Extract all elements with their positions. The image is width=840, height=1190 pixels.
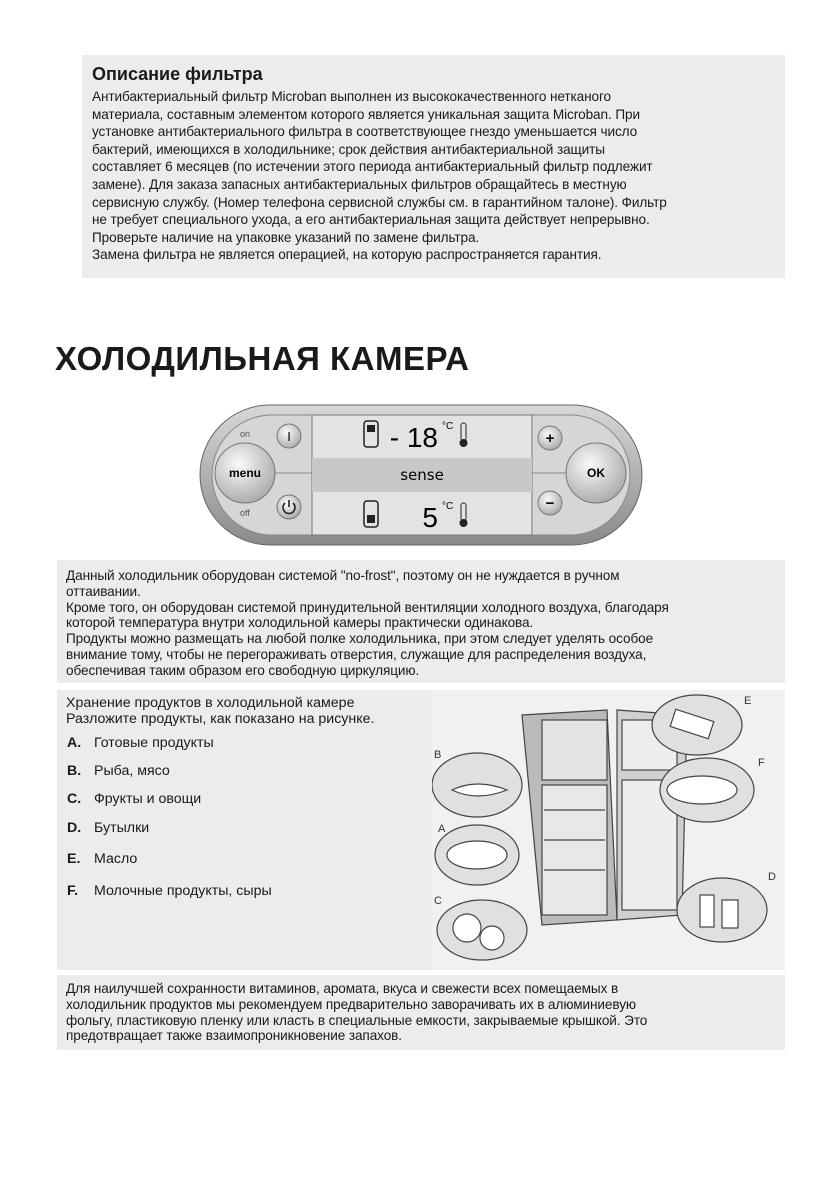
tip-text [66, 981, 785, 1044]
figure-label-f: F [758, 757, 765, 769]
list-item [67, 883, 272, 899]
menu-button[interactable] [215, 443, 275, 503]
text-line: составляет 6 месяцев (по истечении этого периода антибактериальный фильтр подлежит [92, 159, 653, 175]
text-line: материала, составным элементом которого является уникальная защита Microban. При [92, 106, 640, 122]
text-line: Данный холодильник оборудован системой "no-frost", поэтому он не нуждается в ручном [66, 568, 620, 583]
text-line: холодильник продуктов мы рекомендуем предварительно заворачивать их в алюминиевую [66, 996, 636, 1012]
text-line: Продукты можно размещать на любой полке холодильника, при этом следует уделять особое [66, 631, 654, 647]
text-line: обеспечивая таким образом его свободную циркуляцию. [66, 662, 420, 678]
fridge-storage-illustration [432, 690, 785, 970]
storage-tip-box [57, 975, 785, 1050]
text-line: сервисную службу. (Номер телефона сервисной службы см. в гарантийном талоне). Фильтр [92, 194, 667, 210]
figure-label-e: E [744, 695, 752, 707]
plus-button[interactable] [538, 426, 562, 450]
item-letter: C. [67, 791, 82, 807]
list-item [67, 851, 137, 867]
item-letter: E. [67, 851, 81, 867]
text-line: Замена фильтра не является операцией, на которую распространяется гарантия. [92, 247, 602, 263]
text-line: предотвращает также взаимопроникновение запахов. [66, 1028, 402, 1044]
filter-description-box [82, 55, 785, 278]
text-line: не требует специального ухода, а его антибактериальная защита действует непрерывно. [92, 212, 650, 228]
item-text: Масло [94, 851, 138, 867]
item-text: Молочные продукты, сыры [94, 883, 272, 899]
text-line: установке антибактериального фильтра в соответствующее гнездо уменьшается число [92, 124, 638, 140]
item-text: Фрукты и овощи [94, 791, 202, 807]
storage-box [57, 690, 785, 970]
item-letter: D. [67, 820, 82, 836]
fridge-temperature: 5 [422, 502, 438, 533]
item-letter: F. [67, 883, 79, 899]
on-label: on [240, 429, 251, 439]
minus-button[interactable] [538, 491, 562, 515]
figure-label-a: A [438, 823, 446, 835]
list-item [67, 791, 201, 807]
item-text: Бутылки [94, 820, 150, 836]
text-line: оттаивании. [66, 583, 141, 599]
list-item [67, 763, 170, 779]
text-line: Для наилучшей сохранности витаминов, аромата, вкуса и свежести всех помещаемых в [66, 981, 619, 996]
freezer-unit: °C [442, 421, 454, 432]
item-text: Рыба, мясо [94, 763, 170, 779]
storage-intro-line: Разложите продукты, как показано на рисунке. [66, 711, 375, 727]
text-line: бактерий, имеющихся в холодильнике; срок действия антибактериальной защиты [92, 141, 605, 157]
nofrost-box [57, 560, 785, 683]
storage-intro-line: Хранение продуктов в холодильной камере [66, 695, 355, 711]
brand-logo: sense [400, 466, 444, 484]
ok-label: OK [587, 466, 605, 480]
off-label: off [240, 508, 250, 518]
list-item [67, 820, 149, 836]
item-letter: A. [67, 735, 82, 751]
fridge-unit: °C [442, 501, 454, 512]
storage-intro [66, 695, 374, 727]
freezer-temperature: - 18 [389, 422, 438, 453]
filter-heading: Описание фильтра [92, 64, 263, 84]
power-off-button[interactable] [277, 495, 301, 519]
item-text: Готовые продукты [94, 735, 214, 751]
text-line: Проверьте наличие на упаковке указаний по замене фильтра. [92, 229, 480, 245]
item-letter: B. [67, 763, 82, 779]
figure-label-d: D [768, 871, 776, 883]
figure-label-c: C [434, 895, 442, 907]
text-line: которой температура внутри холодильной камеры практически одинакова. [66, 615, 534, 631]
text-line: фольгу, пластиковую пленку или класть в специальные емкости, закрываемые крышкой. Это [66, 1012, 648, 1028]
nofrost-text [66, 568, 785, 679]
menu-label: menu [228, 466, 262, 480]
section-title: ХОЛОДИЛЬНАЯ КАМЕРА [55, 340, 470, 377]
minus-label: − [545, 495, 555, 512]
filter-text [92, 88, 785, 264]
control-panel-illustration [198, 403, 644, 547]
text-line: Кроме того, он оборудован системой принудительной вентиляции холодного воздуха, благодаря [66, 599, 669, 615]
figure-label-b: B [434, 749, 442, 761]
list-item [67, 735, 214, 751]
ok-button[interactable] [566, 443, 626, 503]
on-button-label: I [287, 429, 291, 444]
on-button[interactable] [277, 424, 301, 448]
text-line: Антибактериальный фильтр Microban выполнен из высококачественного нетканого [92, 89, 611, 104]
text-line: замене). Для заказа запасных антибактериальных фильтров обращайтесь в местную [92, 176, 627, 192]
plus-label: + [545, 430, 555, 447]
text-line: внимание тому, чтобы не перегораживать отверстия, служащие для распределения воздуха, [66, 646, 647, 662]
